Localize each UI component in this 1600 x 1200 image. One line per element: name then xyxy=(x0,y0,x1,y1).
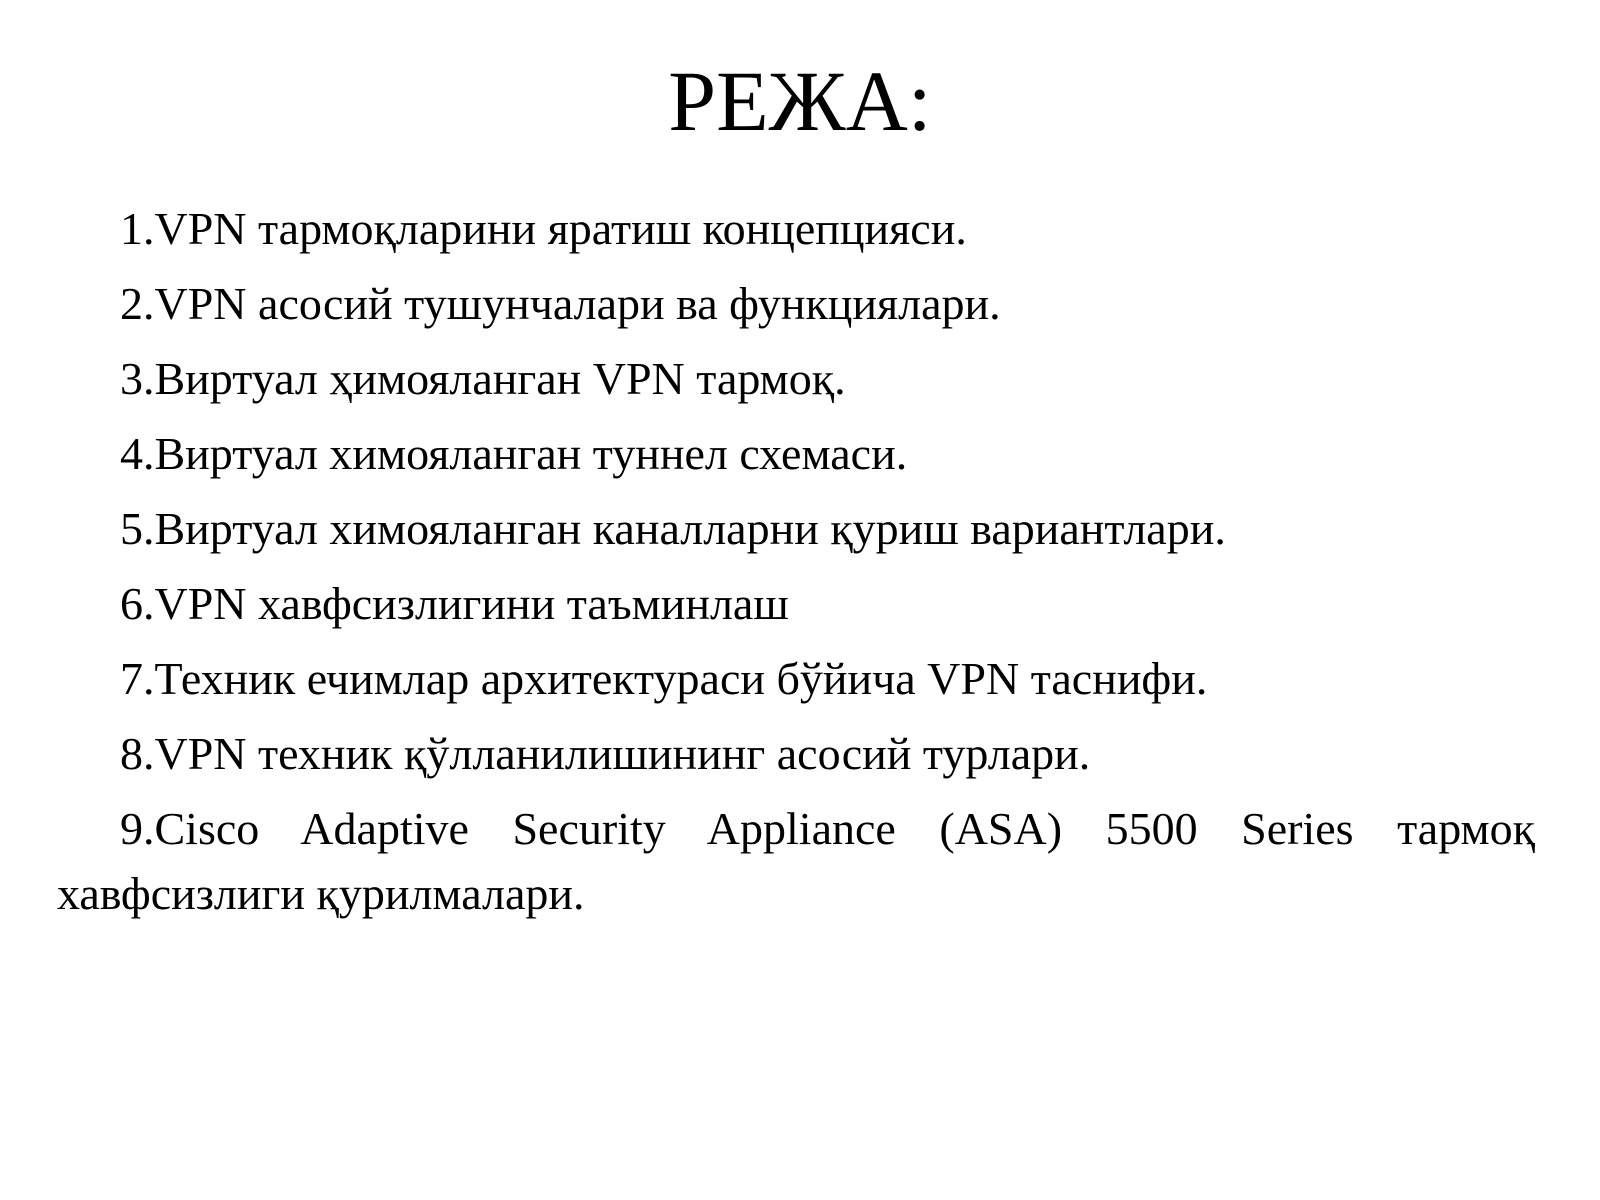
plan-item-8: 8.VPN техник қўлланилишининг асосий турлари. xyxy=(120,728,1091,779)
plan-list xyxy=(57,196,1535,926)
slide-title: РЕЖА: xyxy=(668,53,932,149)
plan-item-4: 4.Виртуал химояланган туннел схемаси. xyxy=(120,428,908,479)
plan-item-7: 7.Техник ечимлар архитектураси бўйича VPN таснифи. xyxy=(120,653,1208,704)
plan-item-3: 3.Виртуал ҳимояланган VPN тармоқ. xyxy=(120,353,846,404)
plan-item-2: 2.VPN асосий тушунчалари ва функциялари. xyxy=(120,278,1001,329)
plan-item-9: 9.Cisco Adaptive Security Appliance (ASA) 5500 Series тармоқ хавфсизлиги қурилмалари. xyxy=(57,803,1535,919)
plan-item-1: 1.VPN тармоқларини яратиш концепцияси. xyxy=(120,203,967,254)
plan-item-5: 5.Виртуал химояланган каналларни қуриш вариантлари. xyxy=(120,503,1226,554)
plan-item-6: 6.VPN хавфсизлигини таъминлаш xyxy=(120,578,789,629)
